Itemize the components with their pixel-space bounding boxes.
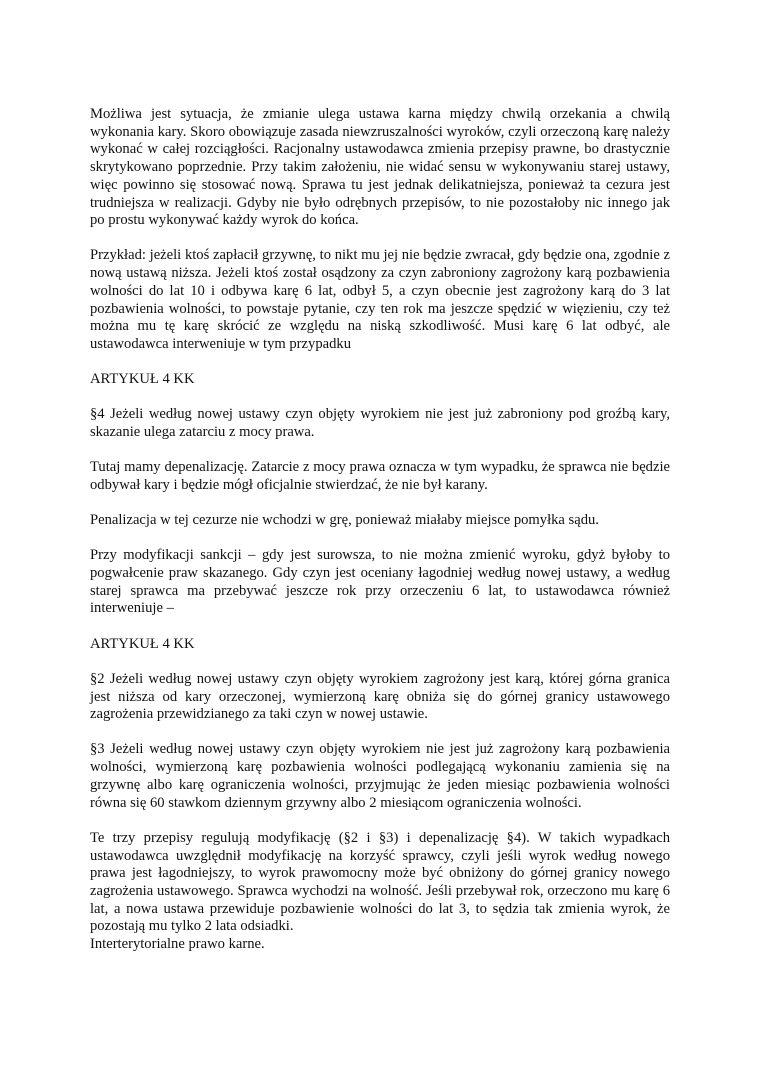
document-body <box>90 106 670 954</box>
paragraph-summary: Te trzy przepisy regulują modyfikację (§2 i §3) i depenalizację §4). W takich wypadkach ustawodawca uwzględnił modyfikację na korzyść sprawcy, czyli jeśli wyrok według nowego prawa jest łagodniejszy, to wyrok prawomocny może być obniżony do górnej granicy nowego zagrożenia ustawowego. Sprawca wychodzi na wolność. Jeśli przebywał rok, orzeczono mu karę 6 lat, a nowa ustawa przewiduje pozbawienie wolności do lat 3, to sędzia tak zmienia wyrok, że pozostają mu tylko 2 lata odsiadki. <box>90 829 670 935</box>
paragraph-art4-par3: §3 Jeżeli według nowej ustawy czyn objęty wyrokiem nie jest już zagrożony karą pozbawienia wolności, wymierzoną karę pozbawienia wolności podlegającą wykonaniu zamienia się na grzywnę albo karę ograniczenia wolności, przyjmując że jeden miesiąc pozbawienia wolności równa się 60 stawkom dziennym grzywny albo 2 miesiącom ograniczenia wolności. <box>90 741 670 811</box>
paragraph-modification: Przy modyfikacji sankcji – gdy jest surowsza, to nie można zmienić wyroku, gdyż byłoby to pogwałcenie praw skazanego. Gdy czyn jest oceniany łagodniej według nowej ustawy, a według starej sprawca ma przebywać jeszcze rok przy orzeczeniu 6 lat, to ustawodawca również interweniuje – <box>90 547 670 617</box>
article-heading: ARTYKUŁ 4 KK <box>90 371 195 388</box>
paragraph-intro: Możliwa jest sytuacja, że zmianie ulega ustawa karna między chwilą orzekania a chwilą wykonania kary. Skoro obowiązuje zasada niewzruszalności wyroków, czyli orzeczoną karę należy wykonać w całej rozciągłości. Racjonalny ustawodawca zmienia przepisy prawne, bo drastycznie skrytykowano poprzednie. Przy takim założeniu, nie widać sensu w wykonywaniu starej ustawy, więc powinno się stosować nową. Sprawa tu jest jednak delikatniejsza, ponieważ ta cezura jest trudniejsza w realizacji. Gdyby nie było odrębnych przepisów, to nie pozostałoby nic innego jak po prostu wykonywać każdy wyrok do końca. <box>90 106 670 229</box>
paragraph-penalization: Penalizacja w tej cezurze nie wchodzi w grę, ponieważ miałaby miejsce pomyłka sądu. <box>90 512 599 529</box>
article-heading: ARTYKUŁ 4 KK <box>90 635 195 652</box>
paragraph-art4-par2: §2 Jeżeli według nowej ustawy czyn objęty wyrokiem zagrożony jest karą, której górna granica jest niższa od kary orzeczonej, wymierzoną karę obniża się do górnej granicy ustawowego zagrożenia przewidzianego za taki czyn w nowej ustawie. <box>90 670 670 723</box>
paragraph-art4-par4: §4 Jeżeli według nowej ustawy czyn objęty wyrokiem nie jest już zabroniony pod groźbą kary, skazanie ulega zatarciu z mocy prawa. <box>90 406 670 441</box>
paragraph-section-title: Interterytorialne prawo karne. <box>90 936 265 953</box>
paragraph-example: Przykład: jeżeli ktoś zapłacił grzywnę, to nikt mu jej nie będzie zwracał, gdy będzie ona, zgodnie z nową ustawą niższa. Jeżeli ktoś został osądzony za czyn zabroniony zagrożony karą pozbawienia wolności do lat 10 i odbywa karę 6 lat, odbył 5, a czyn obecnie jest zagrożony karą do 3 lat pozbawienia wolności, to powstaje pytanie, czy ten rok ma jeszcze spędzić w więzieniu, czy też można mu tę karę skrócić ze względu na niską szkodliwość. Musi karę 6 lat odbyć, ale ustawodawca interweniuje w tym przypadku <box>90 247 670 352</box>
paragraph-depenalization: Tutaj mamy depenalizację. Zatarcie z mocy prawa oznacza w tym wypadku, że sprawca nie będzie odbywał kary i będzie mógł oficjalnie stwierdzać, że nie był karany. <box>90 459 670 493</box>
